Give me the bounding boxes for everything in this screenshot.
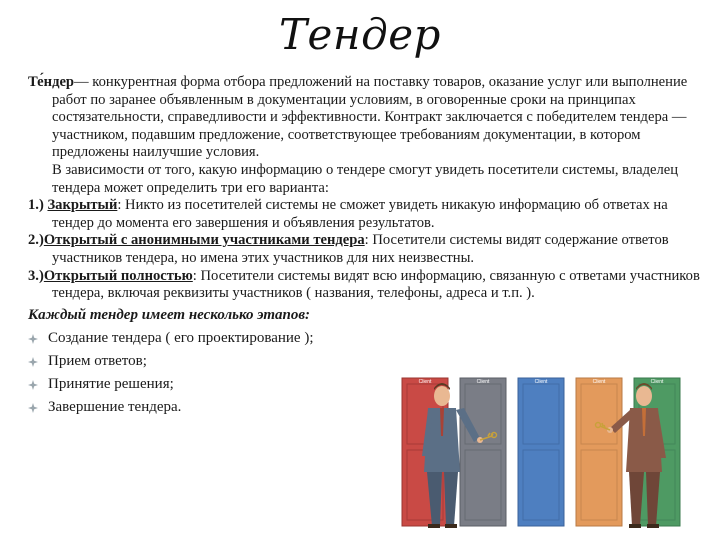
variant-2-name: Открытый с анонимными участниками тендера xyxy=(43,232,365,249)
stage-label: Создание тендера ( его проектирование ); xyxy=(48,330,314,347)
bullet-star-icon xyxy=(28,403,38,413)
door-label: Client xyxy=(476,379,490,385)
variant-1-name: Закрытый xyxy=(47,197,118,214)
bullet-star-icon xyxy=(28,357,38,367)
definition-text: — конкурентная форма отбора предложений на поставку товаров, оказание услуг или выполнение работ по заранее объявленным в документации условиям, в оговоренные сроки на принципах состязательности, справедливости и эффективности. Контракт заключается с победителем тендера — участником, подавшим предложение, соответствующее требованиям документации, в котором предложены наилучшие условия. xyxy=(52,74,688,161)
slide-title: Тендер xyxy=(279,10,441,59)
stage-label: Принятие решения; xyxy=(48,376,174,393)
door xyxy=(576,378,622,526)
slide-body xyxy=(28,74,702,419)
stages-title: Каждый тендер имеет несколько этапов: xyxy=(28,306,311,323)
door xyxy=(518,378,564,526)
variant-3 xyxy=(28,268,702,303)
intro-paragraph: В зависимости от того, какую информацию о тендере смогут увидеть посетители системы, владелец тендера может определить три его варианта: xyxy=(52,161,679,196)
variant-3-name: Открытый полностью xyxy=(43,267,193,284)
businessmen-doors-illustration xyxy=(394,376,694,530)
variant-2-text: : Посетители системы видят содержание ответов участников тендера, но имена этих участников для них неизвестны. xyxy=(52,232,669,266)
stage-label: Прием ответов; xyxy=(48,353,147,370)
definition-paragraph xyxy=(28,74,702,162)
bullet-star-icon xyxy=(28,334,38,344)
bullet-star-icon xyxy=(28,380,38,390)
door-label: Client xyxy=(418,379,432,385)
variant-1-number: 1.) xyxy=(28,197,44,214)
door-label: Client xyxy=(650,379,664,385)
door-label: Client xyxy=(534,379,548,385)
variant-2-number: 2.) xyxy=(28,232,44,249)
stage-item xyxy=(28,350,702,373)
stage-label: Завершение тендера. xyxy=(48,399,182,416)
variant-3-number: 3.) xyxy=(28,267,44,284)
variant-2 xyxy=(28,232,702,267)
variant-1 xyxy=(28,197,702,232)
stage-item xyxy=(28,327,702,350)
variant-1-text: : Никто из посетителей системы не сможет увидеть никакую информацию об ответах на тендер до момента его завершения и объявления результатов. xyxy=(52,197,668,231)
door-label: Client xyxy=(592,379,606,385)
door xyxy=(460,378,506,526)
definition-term: Те́ндер xyxy=(28,74,75,90)
variant-3-text: : Посетители системы видят всю информацию, связанную с ответами участников тендера, включая реквизиты участников ( названия, телефоны, адреса и т.п. ). xyxy=(52,267,700,302)
